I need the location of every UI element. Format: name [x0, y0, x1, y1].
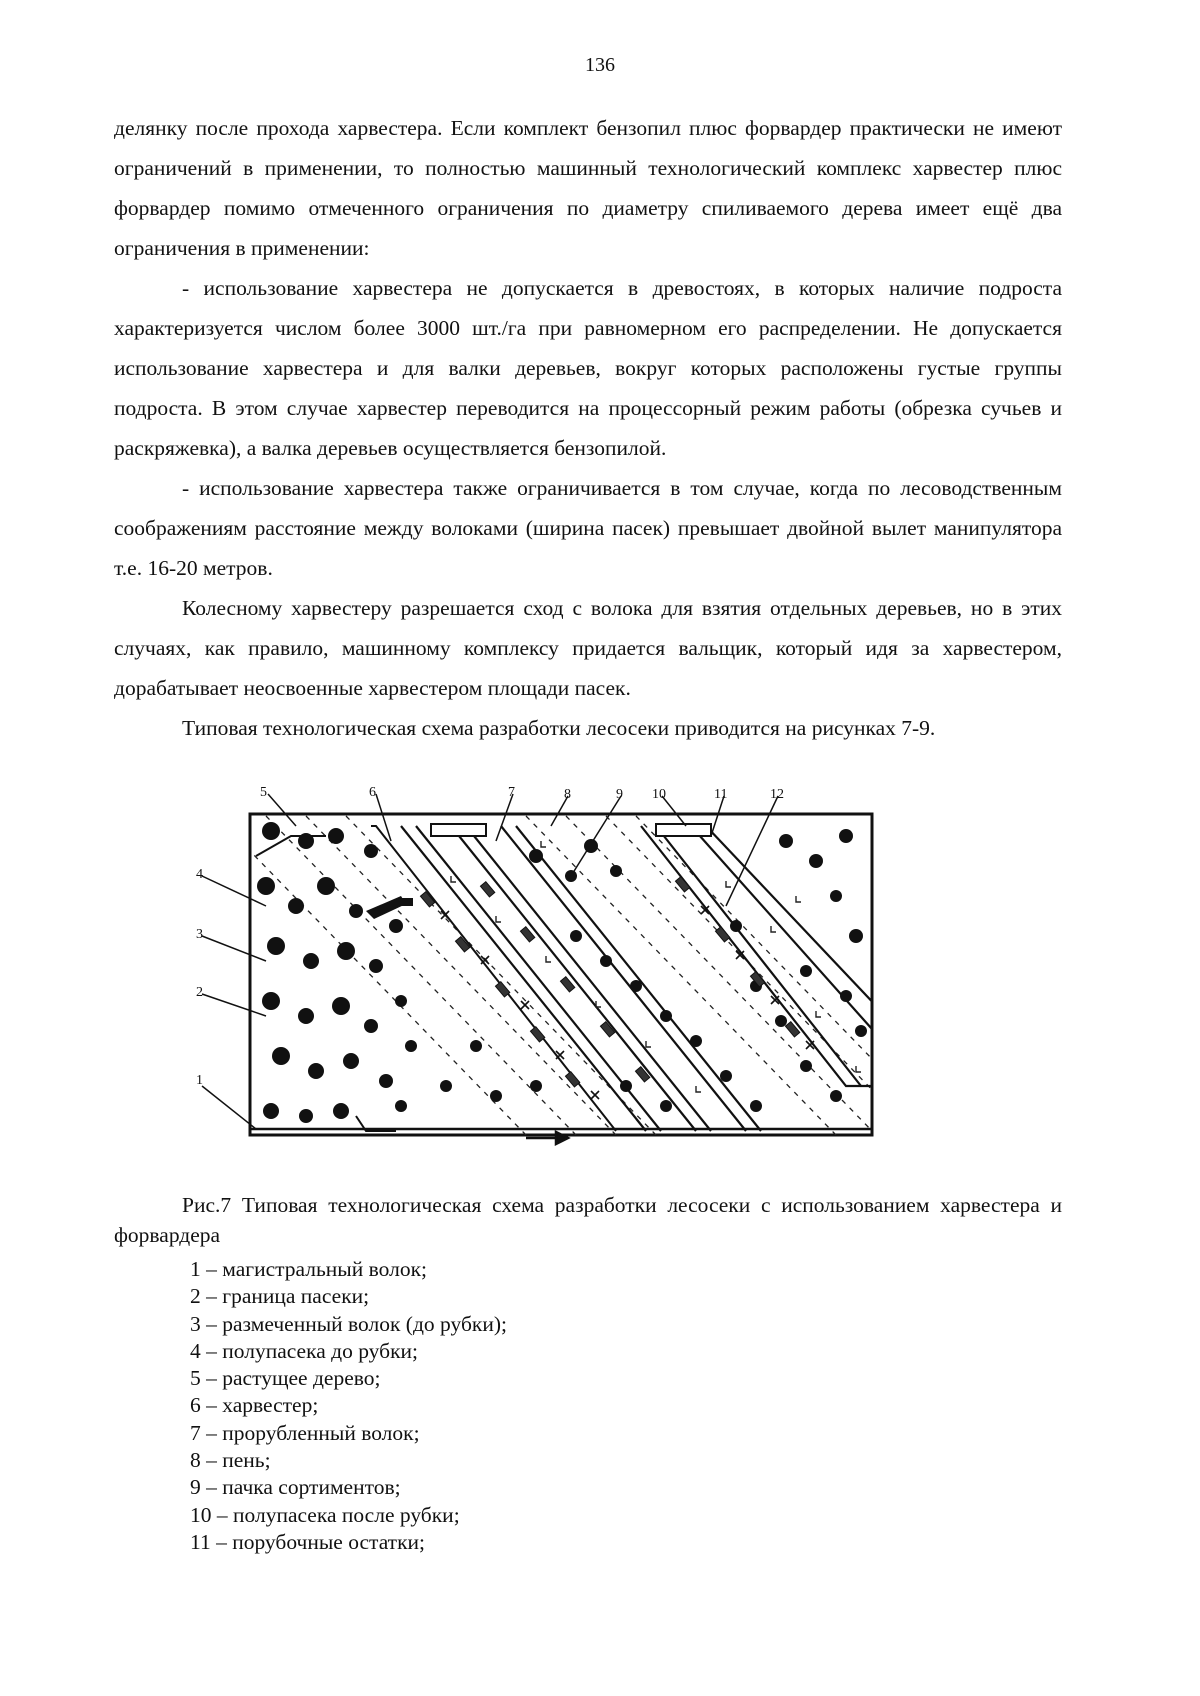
callout-7: 7 [508, 786, 515, 800]
figure-caption: Рис.7 Типовая технологическая схема разработки лесосеки с использованием харвестера и форвардера [114, 1193, 1062, 1247]
paragraph-4: Колесному харвестеру разрешается сход с волока для взятия отдельных деревьев, но в этих случаях, как правило, машинному комплексу придается вальщик, который идя за харвестером, дорабатывает неосвоенные харвестером площади пасек. [114, 596, 1062, 700]
paragraph-5: Типовая технологическая схема разработки лесосеки приводится на рисунках 7-9. [182, 716, 936, 740]
callout-5: 5 [260, 786, 267, 800]
assortment-piles [420, 877, 799, 1087]
legend-item: 7 – прорубленный волок; [190, 1420, 420, 1445]
figure-legend [190, 1256, 890, 1556]
body-text [114, 108, 1062, 748]
paragraph-1: делянку после прохода харвестера. Если комплект бензопил плюс форвардер практически не имеют ограничений в применении, то полностью машинный технологический комплекс харвестер плюс форвардер помимо отмеченного ограничения по диаметру спиливаемого дерева имеет ещё два ограничения в применении: [114, 116, 1062, 260]
legend-item: 5 – растущее дерево; [190, 1366, 381, 1391]
legend-item: 8 – пень; [190, 1448, 271, 1473]
page-number: 136 [585, 54, 615, 76]
callout-4: 4 [196, 867, 203, 882]
callout-11: 11 [714, 787, 728, 802]
cutting-area-border [250, 814, 872, 1135]
diagram-svg [196, 786, 936, 1171]
legend-item: 4 – полупасека до рубки; [190, 1338, 418, 1363]
callout-10: 10 [652, 787, 666, 802]
callout-6: 6 [369, 786, 376, 800]
legend-item: 9 – пачка сортиментов; [190, 1475, 401, 1500]
legend-item: 11 – порубочные остатки; [190, 1529, 425, 1554]
callout-2: 2 [196, 985, 203, 1000]
cutting-area-diagram [196, 786, 936, 1171]
callout-leaders [202, 794, 778, 1129]
callout-9: 9 [616, 787, 623, 802]
legend-item: 2 – граница пасеки; [190, 1284, 370, 1309]
legend-item: 1 – магистральный волок; [190, 1257, 427, 1281]
logging-residues [441, 906, 814, 1099]
legend-item: 10 – полупасека после рубки; [190, 1502, 460, 1527]
callout-3: 3 [196, 927, 203, 942]
growing-trees [257, 822, 867, 1123]
paragraph-2: - использование харвестера не допускается в древостоях, в которых наличие подроста характеризуется числом более 3000 шт./га при равномерном его распределении. Не допускается использование харвестера и для валки деревьев, вокруг которых расположены густые группы подроста. В этом случае харвестер переводится на процессорный режим работы (обрезка сучьев и раскряжевка), а валка деревьев осуществляется бензопилой. [114, 276, 1062, 460]
callout-12: 12 [770, 787, 784, 802]
callout-8: 8 [564, 787, 571, 802]
marked-skid-trails [216, 816, 936, 1135]
callout-1: 1 [196, 1073, 203, 1088]
paragraph-3: - использование харвестера также ограничивается в том случае, когда по лесоводственным соображениям расстояние между волоками (ширина пасек) превышает двойной вылет манипулятора т.е. 16-20 метров. [114, 476, 1062, 580]
harvester [366, 896, 413, 919]
legend-item: 6 – харвестер; [190, 1393, 319, 1418]
legend-item: 3 – размеченный волок (до рубки); [190, 1311, 507, 1336]
